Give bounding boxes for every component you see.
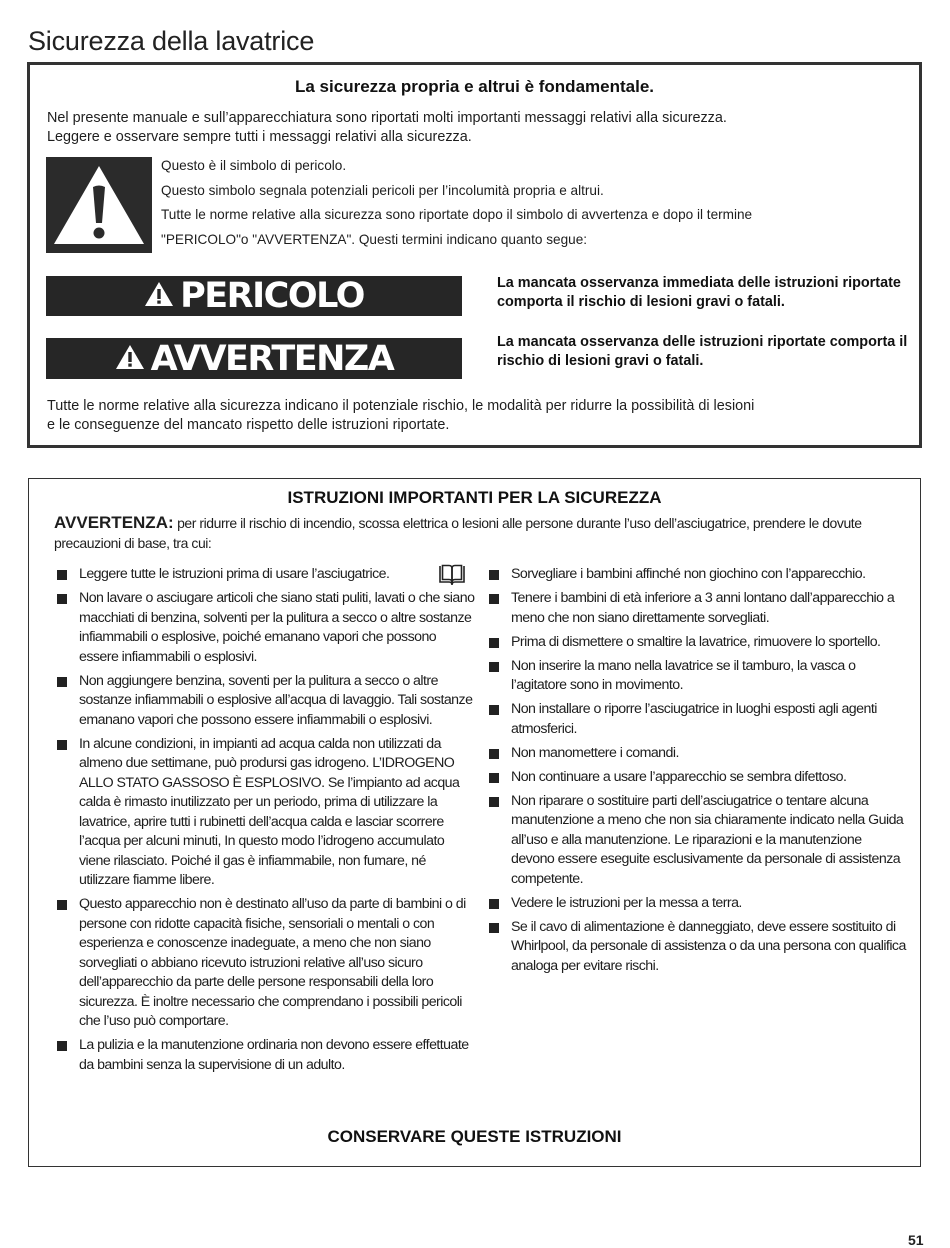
page-number: 51: [908, 1232, 924, 1248]
square-bullet-icon: [57, 740, 67, 750]
list-item-text: Non continuare a usare l’apparecchio se sembra difettoso.: [511, 768, 847, 785]
square-bullet-icon: [57, 594, 67, 604]
list-item-text: Leggere tutte le istruzioni prima di usare l’asciugatrice.: [79, 566, 390, 582]
list-item: [487, 744, 907, 764]
list-item: [487, 894, 907, 914]
exclamation-triangle-icon: [115, 339, 145, 379]
list-item-text: Non lavare o asciugare articoli che siano stati puliti, lavati o che siano macchiati di benzina, solventi per la pulitura a secco o altre sostanze infiammabili o esplosive, poiché emanano vapori che possono essere infiammabili o esplosivi.: [79, 590, 475, 665]
list-item-text: Vedere le istruzioni per la messa a terra.: [511, 894, 742, 911]
intro-line: Leggere e osservare sempre tutti i messaggi relativi alla sicurezza.: [47, 129, 472, 145]
square-bullet-icon: [57, 570, 67, 580]
hazard-line: Questo simbolo segnala potenziali pericoli per l’incolumità propria e altrui.: [161, 182, 604, 198]
list-item: [55, 735, 475, 891]
safety-instructions-box: [28, 478, 921, 1167]
intro-line: Nel presente manuale e sull’apparecchiatura sono riportati molti importanti messaggi relativi alla sicurezza.: [47, 110, 727, 126]
list-item: [487, 565, 907, 585]
list-item-text: Tenere i bambini di età inferiore a 3 anni lontano dall’apparecchio a meno che non siano direttamente sorvegliati.: [511, 590, 895, 626]
square-bullet-icon: [489, 570, 499, 580]
list-item: [487, 589, 907, 628]
square-bullet-icon: [489, 638, 499, 648]
safety-box-footer: [47, 397, 907, 435]
list-item-text: Questo apparecchio non è destinato all’uso da parte di bambini o di persone con ridotte capacità fisiche, sensoriali o mentali o con esperienza e conoscenze inadeguate, a meno che non siano sorvegliati o abbiano ricevuto istruzioni relative all’uso sicuro dell’apparecchio da parte delle persone responsabili della loro sicurezza. È inoltre necessario che comprendano i possibili pericoli che l’uso può comportare.: [79, 896, 466, 1029]
instructions-left-column: [55, 565, 475, 1080]
instructions-heading: ISTRUZIONI IMPORTANTI PER LA SICUREZZA: [287, 488, 662, 507]
list-item: [487, 768, 907, 788]
hazard-line: "PERICOLO"o "AVVERTENZA". Questi termini indicano quanto segue:: [161, 231, 588, 247]
square-bullet-icon: [489, 749, 499, 759]
safety-message-box: [27, 62, 922, 448]
square-bullet-icon: [57, 1041, 67, 1051]
square-bullet-icon: [489, 662, 499, 672]
square-bullet-icon: [489, 797, 499, 807]
square-bullet-icon: [489, 923, 499, 933]
danger-label: PERICOLO: [180, 276, 364, 316]
footer-line: e le conseguenze del mancato rispetto delle istruzioni riportate.: [47, 417, 450, 433]
footer-line: Tutte le norme relative alla sicurezza indicano il potenziale rischio, le modalità per ridurre la possibilità di lesioni: [47, 398, 755, 414]
warning-intro: [54, 513, 894, 553]
square-bullet-icon: [57, 900, 67, 910]
list-item-text: Sorvegliare i bambini affinché non giochino con l’apparecchio.: [511, 566, 866, 582]
instructions-right-column: [487, 565, 907, 981]
list-item: [487, 633, 907, 653]
list-item: [487, 657, 907, 696]
list-item-text: Non manomettere i comandi.: [511, 744, 679, 761]
list-item-text: Prima di dismettere o smaltire la lavatrice, rimuovere lo sportello.: [511, 633, 881, 650]
save-instructions-footer: CONSERVARE QUESTE ISTRUZIONI: [327, 1127, 622, 1146]
square-bullet-icon: [57, 677, 67, 687]
list-item-text: In alcune condizioni, in impianti ad acqua calda non utilizzati da almeno due settimane, può prodursi gas idrogeno. L’IDROGENO ALLO STATO GASSOSO È ESPLOSIVO. Se l’impianto ad acqua calda è rimasto inutilizzato per un periodo, prima di utilizzare la lavatrice, aprire tutti i rubinetti dell’acqua calda e lasciar scorrere l’acqua per alcuni minuti, In questo modo l’idrogeno accumulato viene rilasciato. Poiché il gas è infiammabile, non fumare, né utilizzare fiamme libere.: [79, 735, 460, 888]
list-item-text: La pulizia e la manutenzione ordinaria non devono essere effettuate da bambini senza la supervisione di un adulto.: [79, 1037, 469, 1073]
square-bullet-icon: [489, 594, 499, 604]
warning-intro-label: AVVERTENZA:: [54, 513, 174, 532]
warning-signal-banner: [46, 338, 462, 379]
list-item: [55, 1036, 475, 1075]
warning-label: AVVERTENZA: [150, 338, 394, 379]
square-bullet-icon: [489, 899, 499, 909]
list-item-text: Se il cavo di alimentazione è danneggiato, deve essere sostituito di Whirlpool, da personale di assistenza o da una persona con qualifica analoga per evitare rischi.: [511, 918, 906, 974]
safety-box-intro: [47, 109, 907, 147]
hazard-line: Tutte le norme relative alla sicurezza sono riportate dopo il simbolo di avvertenza e dopo il termine: [161, 207, 753, 222]
warning-description: La mancata osservanza delle istruzioni riportate comporta il rischio di lesioni gravi o fatali.: [497, 334, 908, 369]
hazard-explanation: [161, 157, 901, 255]
list-item: [487, 792, 907, 890]
danger-description: La mancata osservanza immediata delle istruzioni riportate comporta il rischio di lesioni gravi o fatali.: [497, 275, 901, 310]
warning-intro-text: per ridurre il rischio di incendio, scossa elettrica o lesioni alle persone durante l’uso dell’asciugatrice, prendere le dovute precauzioni di base, tra cui:: [54, 515, 862, 551]
list-item-text: Non aggiungere benzina, soventi per la pulitura a secco o altre sostanze infiammabili o esplosive all’acqua di lavaggio. Tali sostanze emanano vapori che possono essere infiammabili o esplosivi.: [79, 672, 473, 728]
hazard-symbol-icon: [46, 157, 152, 253]
list-item: [55, 895, 475, 1032]
page-title: Sicurezza della lavatrice: [28, 26, 315, 56]
list-item: [55, 565, 475, 585]
square-bullet-icon: [489, 705, 499, 715]
list-item: [487, 700, 907, 739]
safety-box-heading: La sicurezza propria e altrui è fondamentale.: [295, 77, 654, 96]
list-item-text: Non riparare o sostituire parti dell’asciugatrice o tentare alcuna manutenzione a meno che non sia chiaramente indicato nella Guida all’uso e alla manutenzione. Le riparazioni e la manutenzione devono essere eseguite esclusivamente da personale di assistenza competente.: [511, 792, 904, 887]
list-item: [55, 589, 475, 667]
list-item: [55, 672, 475, 731]
list-item: [487, 918, 907, 977]
danger-signal-banner: [46, 276, 462, 316]
list-item-text: Non installare o riporre l’asciugatrice in luoghi esposti agli agenti atmosferici.: [511, 701, 877, 737]
square-bullet-icon: [489, 773, 499, 783]
list-item-text: Non inserire la mano nella lavatrice se il tamburo, la vasca o l’agitatore sono in movimento.: [511, 657, 856, 693]
exclamation-triangle-icon: [144, 276, 174, 316]
hazard-line: Questo è il simbolo di pericolo.: [161, 158, 347, 173]
